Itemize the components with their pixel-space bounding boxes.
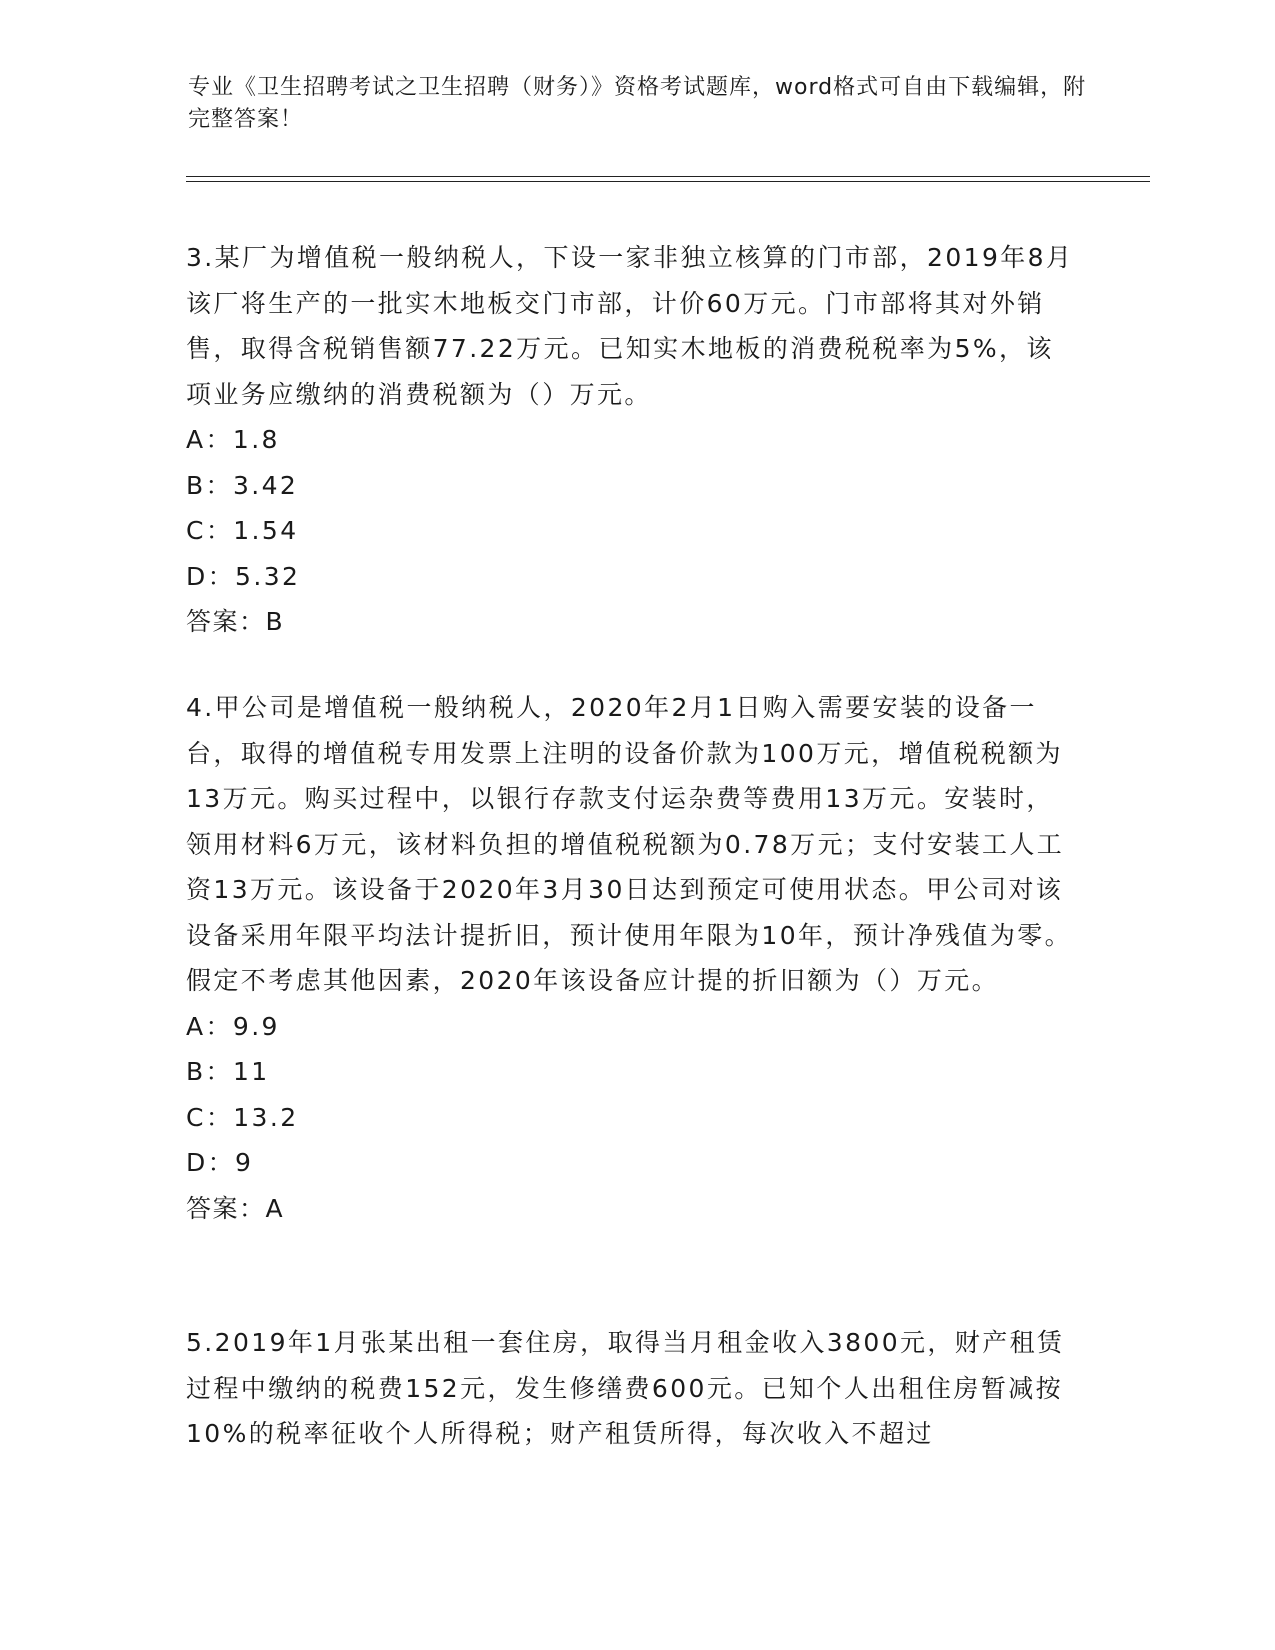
option-d: D：5.32 — [186, 561, 301, 591]
question-4 — [186, 685, 1076, 1231]
question-5 — [186, 1320, 1076, 1457]
header-text: 专业《卫生招聘考试之卫生招聘（财务）》资格考试题库，word格式可自由下载编辑，附完整答案！ — [188, 75, 1087, 132]
option-c: C：1.54 — [186, 516, 299, 545]
option-d: D：9 — [186, 1148, 254, 1177]
option-b: B：11 — [186, 1057, 270, 1086]
document-header — [188, 72, 1088, 136]
header-divider-top — [186, 176, 1150, 177]
option-a: A：1.8 — [186, 425, 280, 454]
question-3 — [186, 235, 1076, 645]
answer: 答案：B — [186, 607, 285, 636]
question-text: 5.2019年1月张某出租一套住房，取得当月租金收入3800元，财产租赁过程中缴纳的税费152元，发生修缮费600元。已知个人出租住房暂减按10%的税率征收个人所得税；财产租赁所得，每次收入不超过 — [186, 1328, 1065, 1448]
option-b: B：3.42 — [186, 470, 299, 500]
header-divider-bottom — [186, 181, 1150, 182]
question-text: 3.某厂为增值税一般纳税人，下设一家非独立核算的门市部，2019年8月该厂将生产的一批实木地板交门市部，计价60万元。门市部将其对外销售，取得含税销售额77.22万元。已知实木地板的消费税税率为5%，该项业务应缴纳的消费税额为（）万元。 — [186, 243, 1074, 409]
option-a: A：9.9 — [186, 1011, 280, 1041]
option-c: C：13.2 — [186, 1102, 299, 1132]
answer: 答案：A — [186, 1193, 285, 1223]
question-text: 4.甲公司是增值税一般纳税人，2020年2月1日购入需要安装的设备一台，取得的增值税专用发票上注明的设备价款为100万元，增值税税额为13万元。购买过程中，以银行存款支付运杂费等费用13万元。安装时，领用材料6万元，该材料负担的增值税税额为0.78万元；支付安装工人工资13万元。该设备于2020年3月30日达到预定可使用状态。甲公司对该设备采用年限平均法计提折旧，预计使用年限为10年，预计净残值为零。假定不考虑其他因素，2020年该设备应计提的折旧额为（）万元。 — [186, 693, 1073, 995]
